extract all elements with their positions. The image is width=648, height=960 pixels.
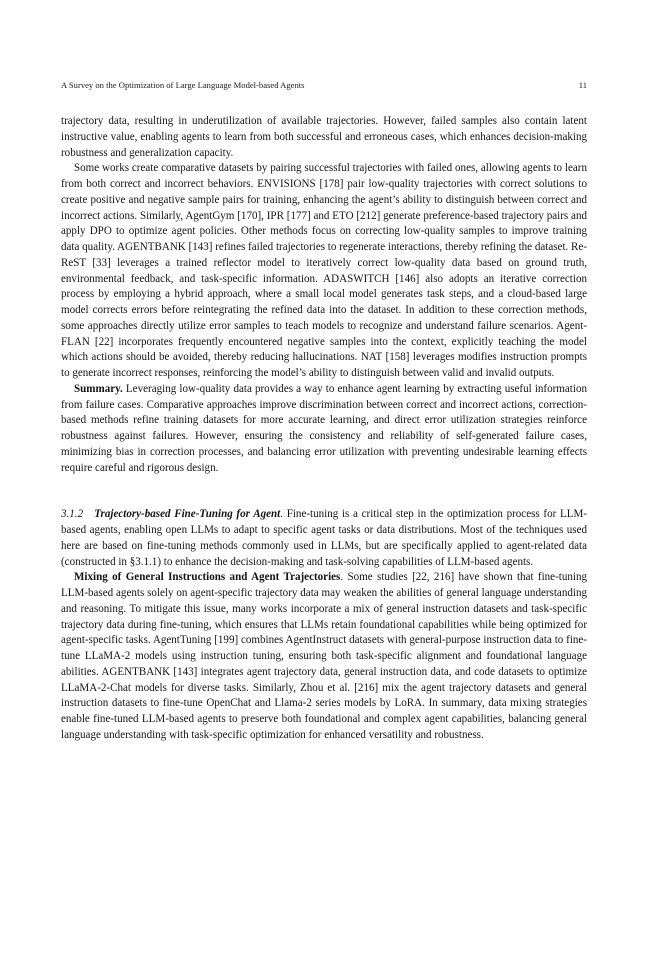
running-header [61, 80, 587, 90]
paragraph-mixing [61, 570, 587, 743]
summary-lead: Summary. [74, 382, 123, 395]
body-text [61, 114, 587, 744]
section-text: . Fine-tuning is a critical step in the optimization process for LLM-based agents, enabling open LLMs to adapt to specific agent tasks or data distributions. Most of the techniques used here are based on fine-tuning methods commonly used in LLMs, but are specifically applied to agent-related data (constructed in §3.1.1) to enhance the decision-making and task-solving capabilities of LLM-based agents. [61, 508, 587, 568]
running-title: A Survey on the Optimization of Large Language Model-based Agents [61, 80, 305, 90]
paragraph-summary [61, 382, 587, 477]
summary-text: Leveraging low-quality data provides a way to enhance agent learning by extracting useful information from failure cases. Comparative approaches improve discrimination between correct and incorrect actions, correction-based methods refine training datasets for more accurate learning, and direct error utilization strategies reinforce robustness against failures. However, ensuring the consistency and reliability of self-generated failure cases, minimizing bias in correction processes, and balancing error utilization with preventing undesirable learning effects require careful and rigorous design. [61, 382, 587, 474]
section-number: 3.1.2 [61, 508, 84, 521]
page-number: 11 [578, 80, 587, 90]
mixing-lead: Mixing of General Instructions and Agent Trajectories [74, 571, 341, 584]
paragraph-continuation: trajectory data, resulting in underutilization of available trajectories. However, failed samples also contain latent instructive value, enabling agents to learn from both successful and erroneous cases, which enhances decision-making robustness and generalization capacity. [61, 115, 587, 159]
section-heading-paragraph [61, 507, 587, 570]
paragraph-comparative-datasets: Some works create comparative datasets by pairing successful trajectories with failed ones, allowing agents to learn from both correct and incorrect behaviors. ENVISIONS [178] pair low-quality trajectories with correct solutions to create positive and negative sample pairs for training, enhancing the agent’s ability to distinguish between correct and incorrect actions. Similarly, AgentGym [170], IPR [177] and ETO [212] generate preference-based trajectory pairs and apply DPO to optimize agent policies. Other methods focus on correcting low-quality samples to improve training data quality. AGENTBANK [143] refines failed trajectories to regenerate interactions, thereby refining the dataset. Re-ReST [33] leverages a trained reflector model to iteratively correct low-quality data based on ground truth, environmental feedback, and task-specific information. ADASWITCH [146] also adopts an iterative correction process by employing a hybrid approach, where a small local model generates task steps, and a cloud-based large model corrects errors before reintegrating the refined data into the dataset. In addition to these correction methods, some approaches directly utilize error samples to teach models to recognize and understand failure scenarios. Agent-FLAN [22] incorporates frequently encountered negative samples into the context, explicitly teaching the model which actions should be avoided, thereby reducing hallucinations. NAT [158] leverages modifies instruction prompts to generate incorrect responses, reinforcing the model’s ability to distinguish between valid and invalid outputs. [61, 162, 587, 379]
section-title: Trajectory-based Fine-Tuning for Agent [94, 508, 281, 521]
mixing-text: . Some studies [22, 216] have shown that fine-tuning LLM-based agents solely on agent-specific trajectory data may weaken the abilities of general language understanding and reasoning. To mitigate this issue, many works incorporate a mix of general instruction datasets and task-specific trajectory data during fine-tuning, which ensures that LLMs retain foundational capabilities while being optimized for agent-specific tasks. AgentTuning [199] combines AgentInstruct datasets with general-purpose instruction data to fine-tune LLaMA-2 models using instruction tuning, ensuring both task-specific alignment and foundational language abilities. AGENTBANK [143] integrates agent trajectory data, general instruction data, and code datasets to optimize LLaMA-2-Chat models for diverse tasks. Similarly, Zhou et al. [216] mix the agent trajectory datasets and general instruction datasets to fine-tune OpenChat and Llama-2 series models by LoRA. In summary, data mixing strategies enable fine-tuned LLM-based agents to preserve both foundational and complex agent capabilities, balancing general language understanding with task-specific optimization for enhanced versatility and robustness. [61, 571, 587, 741]
